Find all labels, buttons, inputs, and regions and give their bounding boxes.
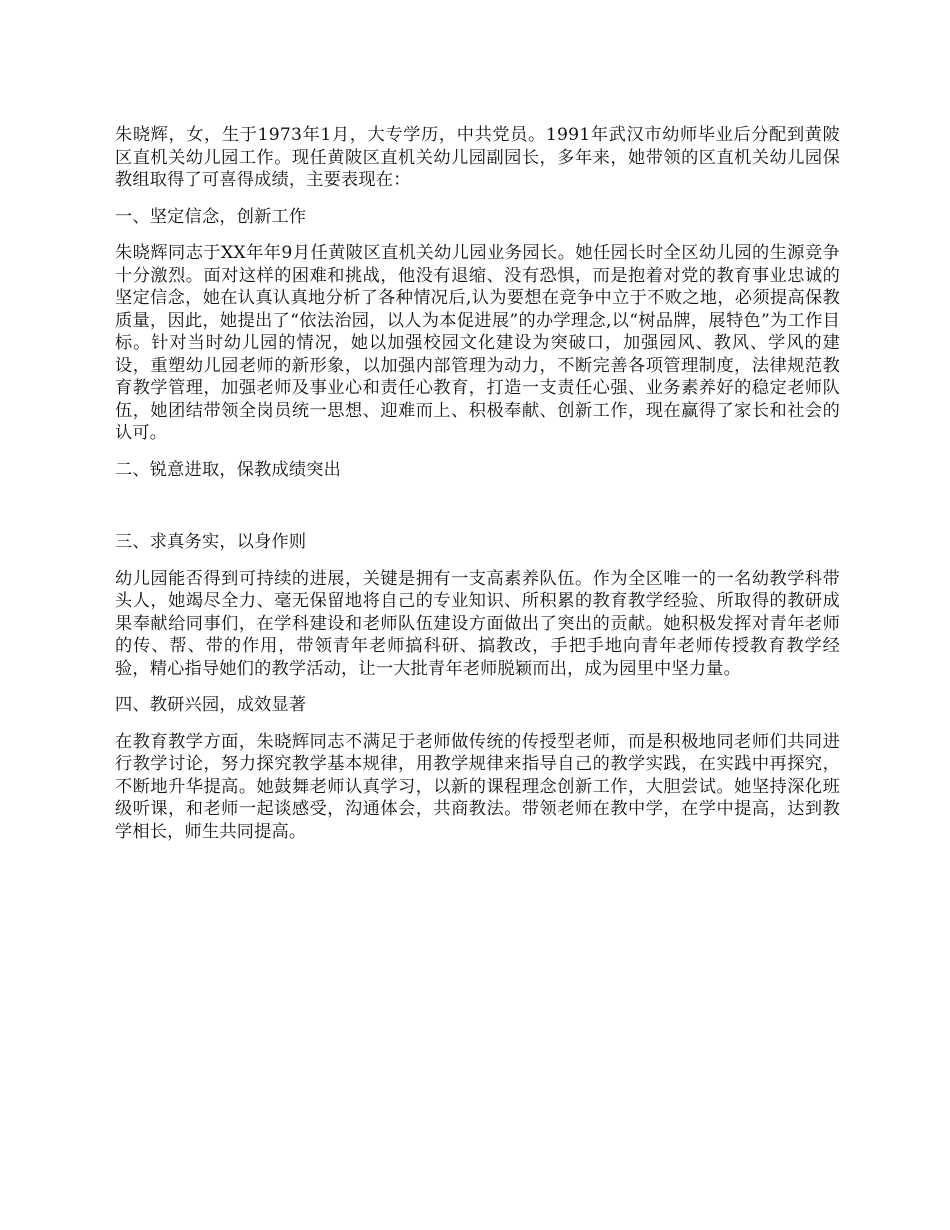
section-2-heading: 二、锐意进取，保教成绩突出 bbox=[115, 459, 342, 480]
section-3-body: 幼儿园能否得到可持续的进展，关键是拥有一支高素养队伍。作为全区唯一的一名幼教学科带头人，她竭尽全力、毫无保留地将自己的专业知识、所积累的教育教学经验、所取得的教研成果奉献给同事们，在学科建设和老师队伍建设方面做出了突出的贡献。她积极发挥对青年老师的传、帮、带的作用，带领青年老师搞科研、搞教改，手把手地向青年老师传授教育教学经验，精心指导她们的教学活动，让一大批青年老师脱颖而出，成为园里中坚力量。 bbox=[115, 568, 840, 679]
section-1-body: 朱晓辉同志于XX年年9月任黄陂区直机关幼儿园业务园长。她任园长时全区幼儿园的生源竞争十分激烈。面对这样的困难和挑战，他没有退缩、没有恐惧，而是抱着对党的教育事业忠诚的坚定信念，她在认真认真地分析了各种情况后,认为要想在竞争中立于不败之地，必须提高保教质量，因此，她提出了“依法治园，以人为本促进展”的办学理念,以“树品牌，展特色”为工作目标。针对当时幼儿园的情况，她以加强校园文化建设为突破口，加强园风、教风、学风的建设，重塑幼儿园老师的新形象，以加强内部管理为动力，不断完善各项管理制度，法律规范教育教学管理，加强老师及事业心和责任心教育，打造一支责任心强、业务素养好的稳定老师队伍，她团结带领全岗员统一思想、迎难而上、积极奉献、创新工作，现在赢得了家长和社会的认可。 bbox=[115, 243, 840, 443]
document-page bbox=[115, 124, 840, 843]
intro-paragraph: 朱晓辉，女，生于1973年1月，大专学历，中共党员。1991年武汉市幼师毕业后分配到黄陂区直机关幼儿园工作。现任黄陂区直机关幼儿园副园长，多年来，她带领的区直机关幼儿园保教组取得了可喜得成绩，主要表现在： bbox=[115, 125, 840, 190]
section-4-body: 在教育教学方面，朱晓辉同志不满足于老师做传统的传授型老师，而是积极地同老师们共同进行教学讨论，努力探究教学基本规律，用教学规律来指导自己的教学实践，在实践中再探究，不断地升华提高。她鼓舞老师认真学习，以新的课程理念创新工作，大胆尝试。她坚持深化班级听课，和老师一起谈感受，沟通体会，共商教法。带领老师在教中学，在学中提高，达到教学相长，师生共同提高。 bbox=[115, 731, 840, 842]
section-4-heading: 四、教研兴园，成效显著 bbox=[115, 695, 307, 715]
section-1-heading: 一、坚定信念，创新工作 bbox=[115, 206, 307, 227]
section-3-heading: 三、求真务实，以身作则 bbox=[115, 532, 307, 552]
